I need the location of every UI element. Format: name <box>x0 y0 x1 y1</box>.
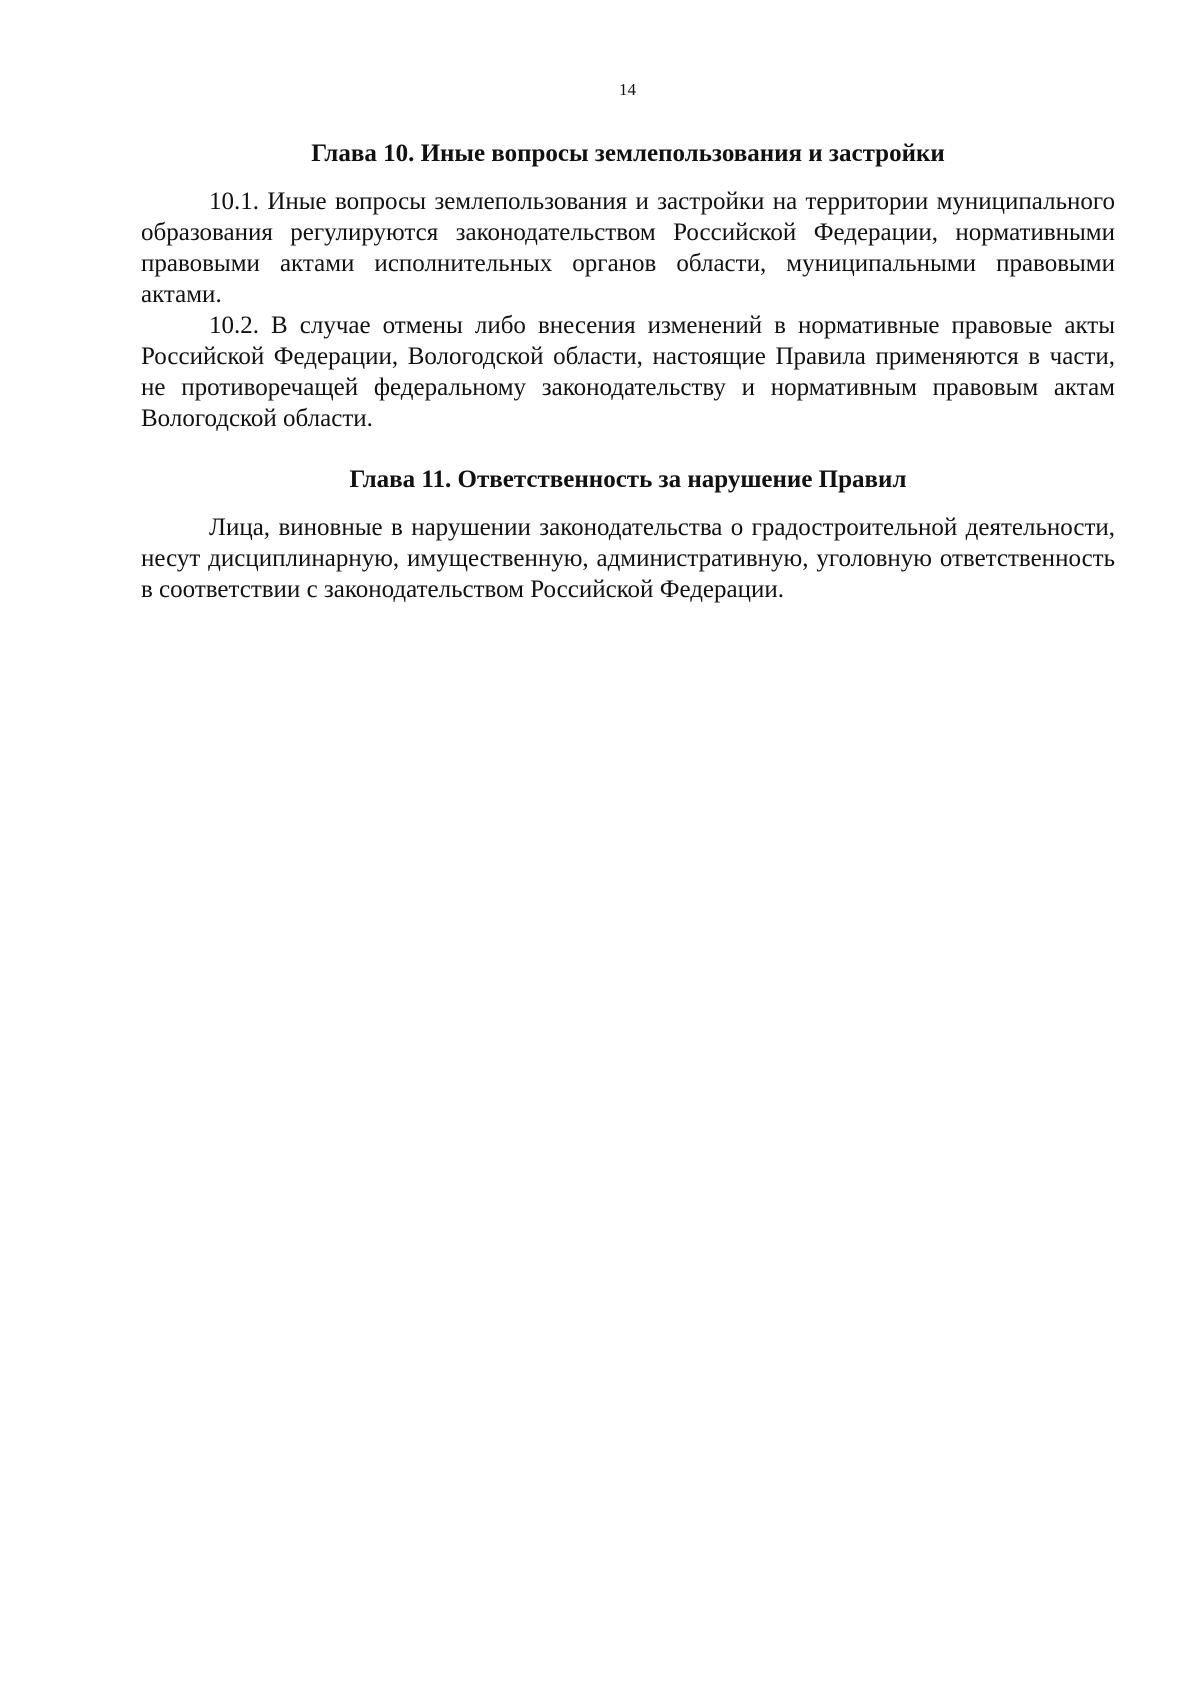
page-number: 14 <box>619 80 636 99</box>
chapter-title: Глава 10. Иные вопросы землепользования и застройки <box>311 140 945 167</box>
paragraph-10-2: 10.2. В случае отмены либо внесения изменений в нормативные правовые акты Российской Федерации, Вологодской области, настоящие Правила применяются в части, не противоречащей федеральному законодательству и нормативным правовым актам Вологодской области. <box>141 312 1115 432</box>
chapter-title: Глава 11. Ответственность за нарушение Правил <box>349 466 907 493</box>
paragraph-10-1: 10.1. Иные вопросы землепользования и застройки на территории муниципального образования регулируются законодательством Российской Федерации, нормативными правовыми актами исполнительных органов области, муниципальными правовыми актами. <box>141 188 1115 308</box>
paragraph-11: Лица, виновные в нарушении законодательства о градостроительной деятельности, несут дисциплинарную, имущественную, административную, уголовную ответственность в соответствии с законодательством Российской Федерации. <box>141 514 1115 603</box>
chapter-11 <box>141 464 1115 605</box>
chapter-10 <box>141 138 1115 434</box>
document-body <box>141 138 1115 605</box>
